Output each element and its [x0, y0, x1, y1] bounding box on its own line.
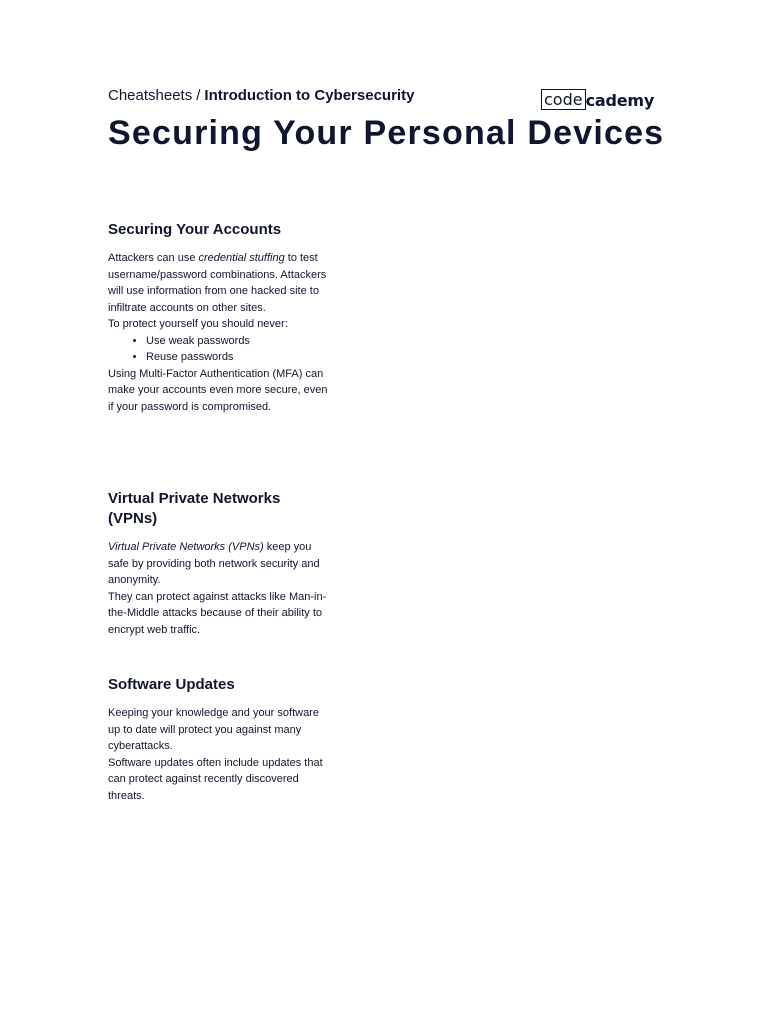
- page-title: Securing Your Personal Devices: [108, 114, 665, 152]
- section-paragraph: Software updates often include updates that can protect against recently discovered threats.: [108, 756, 323, 802]
- breadcrumb-separator: /: [196, 87, 201, 104]
- section-heading: Securing Your Accounts: [108, 221, 282, 238]
- list-item: • Use weak passwords: [146, 333, 333, 350]
- section-paragraph: [108, 539, 333, 589]
- section-paragraph: They can protect against attacks like Man-in-the-Middle attacks because of their ability to encrypt web traffic.: [108, 590, 327, 636]
- section-software-updates: [108, 675, 333, 804]
- text-run: keep you safe by providing both network security and anonymity.: [108, 541, 320, 586]
- breadcrumb: [108, 86, 414, 106]
- section-heading: Virtual Private Networks (VPNs): [108, 490, 281, 527]
- section-vpns: [108, 489, 333, 638]
- emphasis-text: Virtual Private Networks (VPNs): [108, 541, 264, 553]
- bullet-list: [108, 333, 333, 366]
- section-paragraph: Keeping your knowledge and your software up to date will protect you against many cyberattacks.: [108, 707, 319, 752]
- list-item: • Reuse passwords: [146, 349, 333, 366]
- text-run: to test username/password combinations. Attackers will use information from one hacked site to infiltrate accounts on other sites.: [108, 252, 327, 314]
- breadcrumb-course-link[interactable]: Introduction to Cybersecurity: [204, 87, 415, 104]
- section-heading: Software Updates: [108, 676, 235, 693]
- section-paragraph: [108, 250, 333, 316]
- section-paragraph: Using Multi-Factor Authentication (MFA) can make your accounts even more secure, even if your password is compromised.: [108, 367, 328, 413]
- section-paragraph: To protect yourself you should never:: [108, 318, 288, 330]
- logo-code-box: code: [541, 89, 586, 110]
- section-securing-accounts: [108, 220, 333, 415]
- text-run: Attackers can use: [108, 252, 199, 264]
- breadcrumb-cheatsheets-link[interactable]: Cheatsheets: [108, 87, 193, 104]
- logo-cademy-text: cademy: [585, 91, 655, 110]
- codecademy-logo[interactable]: [541, 86, 654, 110]
- emphasis-text: credential stuffing: [198, 252, 285, 264]
